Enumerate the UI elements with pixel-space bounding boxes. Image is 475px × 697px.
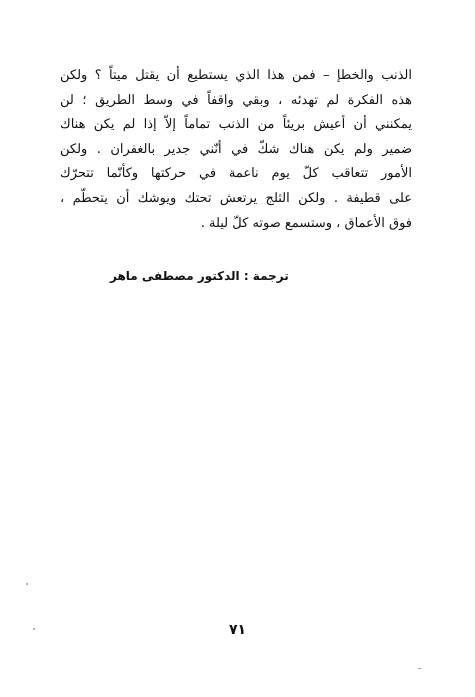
page-number: ٧١ [228,622,247,638]
text-line: على قطيفة . ولكن الثلج يرتعش تحتك ويوشك أن يتحطّم ، [60,190,412,206]
translator-credit: ترجمة : الدكتور مصطفى ماهر [110,269,289,283]
scan-speck [26,583,28,585]
text-line: الذنب والخطإ – فمن هذا الذي يستطيع أن يقتل ميتاً ؟ ولكن [60,68,412,83]
text-line: الأمور تتعاقب كلّ يوم ناعمة في حركتها وكأنّما تتحرّك [60,166,412,182]
text-line: فوق الأعماق ، وستسمع صوته كلّ ليلة . [200,215,412,231]
text-line: هذه الفكرة لم تهدئه ، وبقي واقفاً في وسط الطريق ؛ لن [60,92,412,108]
scan-speck [33,628,35,630]
body-text [60,64,412,236]
scan-speck [418,668,421,669]
text-line: يمكنني أن أعيش بريئاً من الذنب تماماً إلاّ إذا لم يكن هناك [60,117,412,133]
text-line: ضمير ولم يكن هناك شكّ في أنّني جدير بالغفران . ولكن [60,141,412,157]
